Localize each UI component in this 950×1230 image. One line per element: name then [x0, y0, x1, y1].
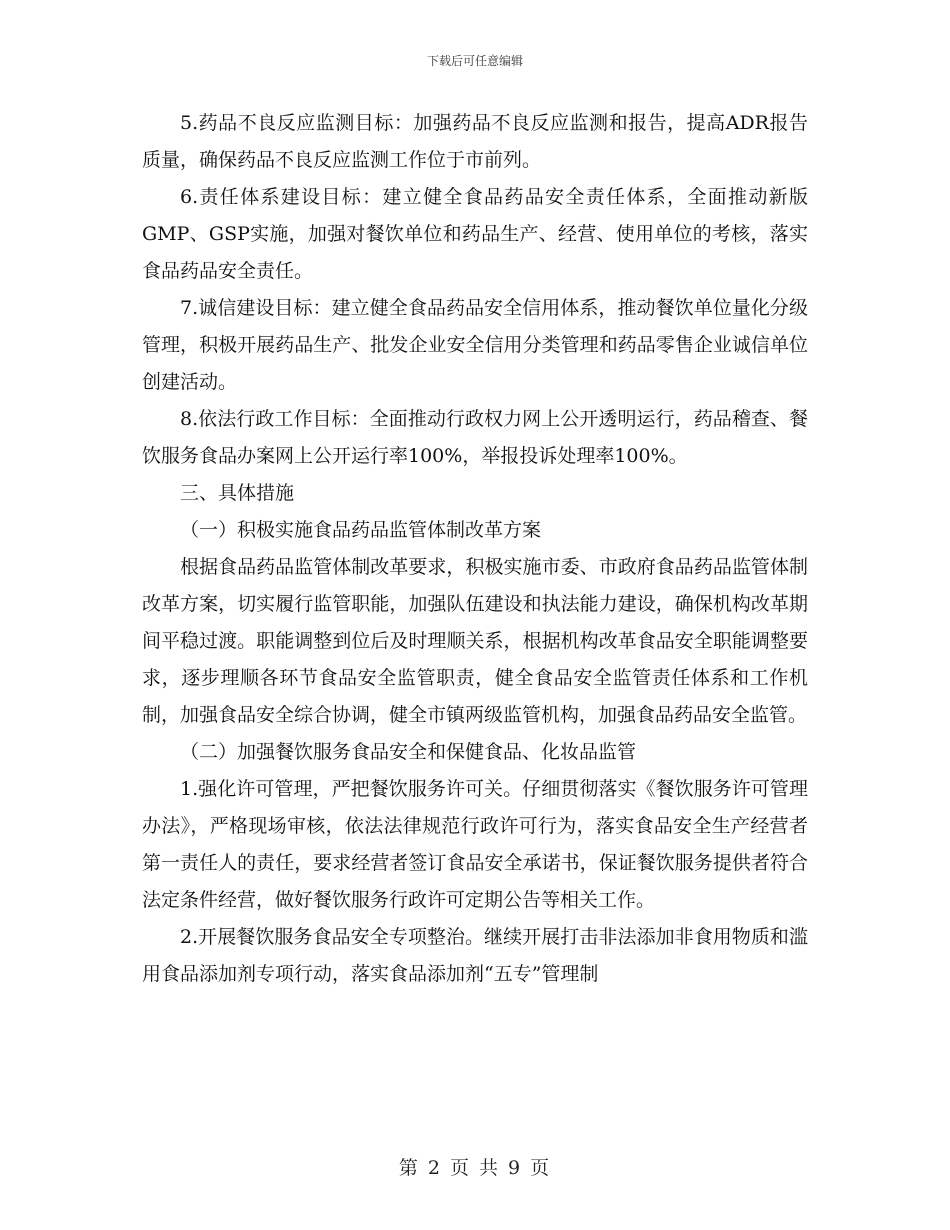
paragraph-integrity-target: 7.诚信建设目标：建立健全食品药品安全信用体系，推动餐饮单位量化分级管理，积极开展药品生产、批发企业安全信用分类管理和药品零售企业诚信单位创建活动。	[142, 297, 808, 393]
paragraph-law-admin-target: 8.依法行政工作目标：全面推动行政权力网上公开透明运行，药品稽查、餐饮服务食品办案网上公开运行率100%，举报投诉处理率100%。	[142, 408, 808, 467]
subsection-heading-1: （一）积极实施食品药品监管体制改革方案	[180, 519, 542, 541]
paragraph-responsibility-target: 6.责任体系建设目标：建立健全食品药品安全责任体系，全面推动新版GMP、GSP实施，加强对餐饮单位和药品生产、经营、使用单位的考核，落实食品药品安全责任。	[142, 186, 808, 282]
paragraph-adr-target: 5.药品不良反应监测目标：加强药品不良反应监测和报告，提高ADR报告质量，确保药品不良反应监测工作位于市前列。	[142, 112, 808, 171]
page-footer: 第 2 页 共 9 页	[398, 1157, 552, 1179]
document-body	[142, 105, 808, 993]
section-heading-measures: 三、具体措施	[180, 482, 295, 504]
subsection-heading-2: （二）加强餐饮服务食品安全和保健食品、化妆品监管	[180, 741, 637, 763]
paragraph-special-rectification: 2.开展餐饮服务食品安全专项整治。继续开展打击非法添加非食用物质和滥用食品添加剂专项行动，落实食品添加剂“五专”管理制	[142, 926, 808, 985]
paragraph-reform: 根据食品药品监管体制改革要求，积极实施市委、市政府食品药品监管体制改革方案，切实履行监管职能，加强队伍建设和执法能力建设，确保机构改革期间平稳过渡。职能调整到位后及时理顺关系，根据机构改革食品安全职能调整要求，逐步理顺各环节食品安全监管职责，健全食品安全监管责任体系和工作机制，加强食品安全综合协调，健全市镇两级监管机构，加强食品药品安全监管。	[142, 556, 808, 726]
page-header: 下载后可任意编辑	[426, 54, 523, 68]
paragraph-license-management: 1.强化许可管理，严把餐饮服务许可关。仔细贯彻落实《餐饮服务许可管理办法》，严格现场审核，依法法律规范行政许可行为，落实食品安全生产经营者第一责任人的责任，要求经营者签订食品安全承诺书，保证餐饮服务提供者符合法定条件经营，做好餐饮服务行政许可定期公告等相关工作。	[142, 778, 808, 911]
